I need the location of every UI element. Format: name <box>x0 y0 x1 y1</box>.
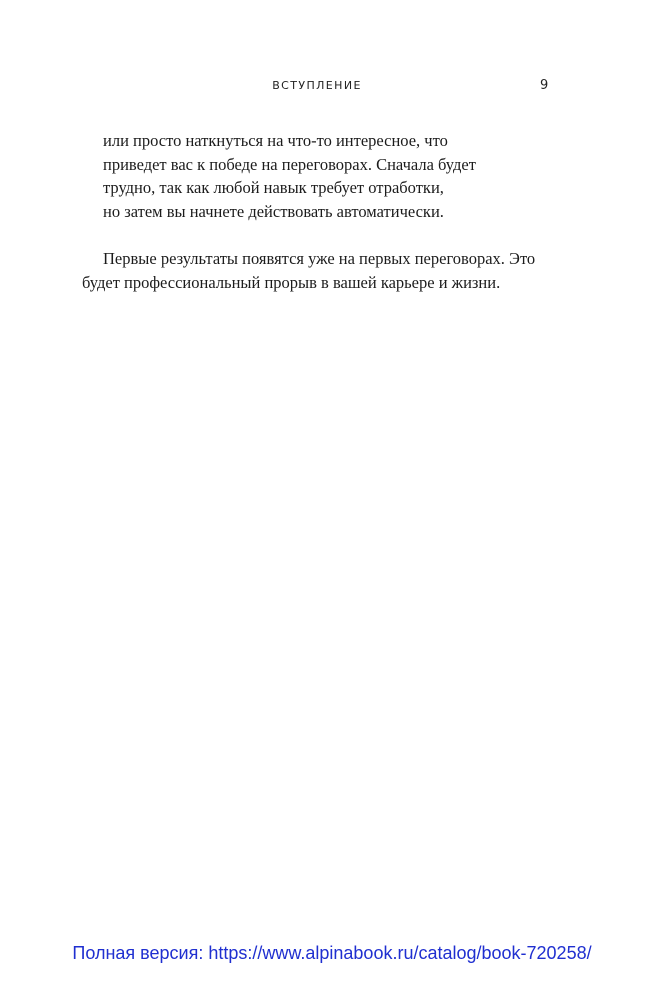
paragraph-line: Первые результаты появятся уже на первых переговорах. Это <box>103 249 536 268</box>
paragraph-1 <box>82 129 562 223</box>
paragraph-line: приведет вас к победе на переговорах. Сначала будет <box>103 154 476 174</box>
section-title: ВСТУПЛЕНИЕ <box>272 79 362 92</box>
paragraph-2 <box>82 247 562 294</box>
full-version-link[interactable]: Полная версия: https://www.alpinabook.ru/catalog/book-720258/ <box>72 943 592 963</box>
paragraph-line: или просто наткнуться на что-то интересное, что <box>103 131 448 150</box>
body-text <box>82 129 562 294</box>
paragraph-line: будет профессиональный прорыв в вашей карьере и жизни. <box>82 272 501 292</box>
running-head <box>0 77 664 97</box>
paragraph-line: трудно, так как любой навык требует отработки, <box>103 178 444 197</box>
paragraph-line: но затем вы начнете действовать автоматически. <box>103 201 444 221</box>
page-number: 9 <box>540 78 549 93</box>
